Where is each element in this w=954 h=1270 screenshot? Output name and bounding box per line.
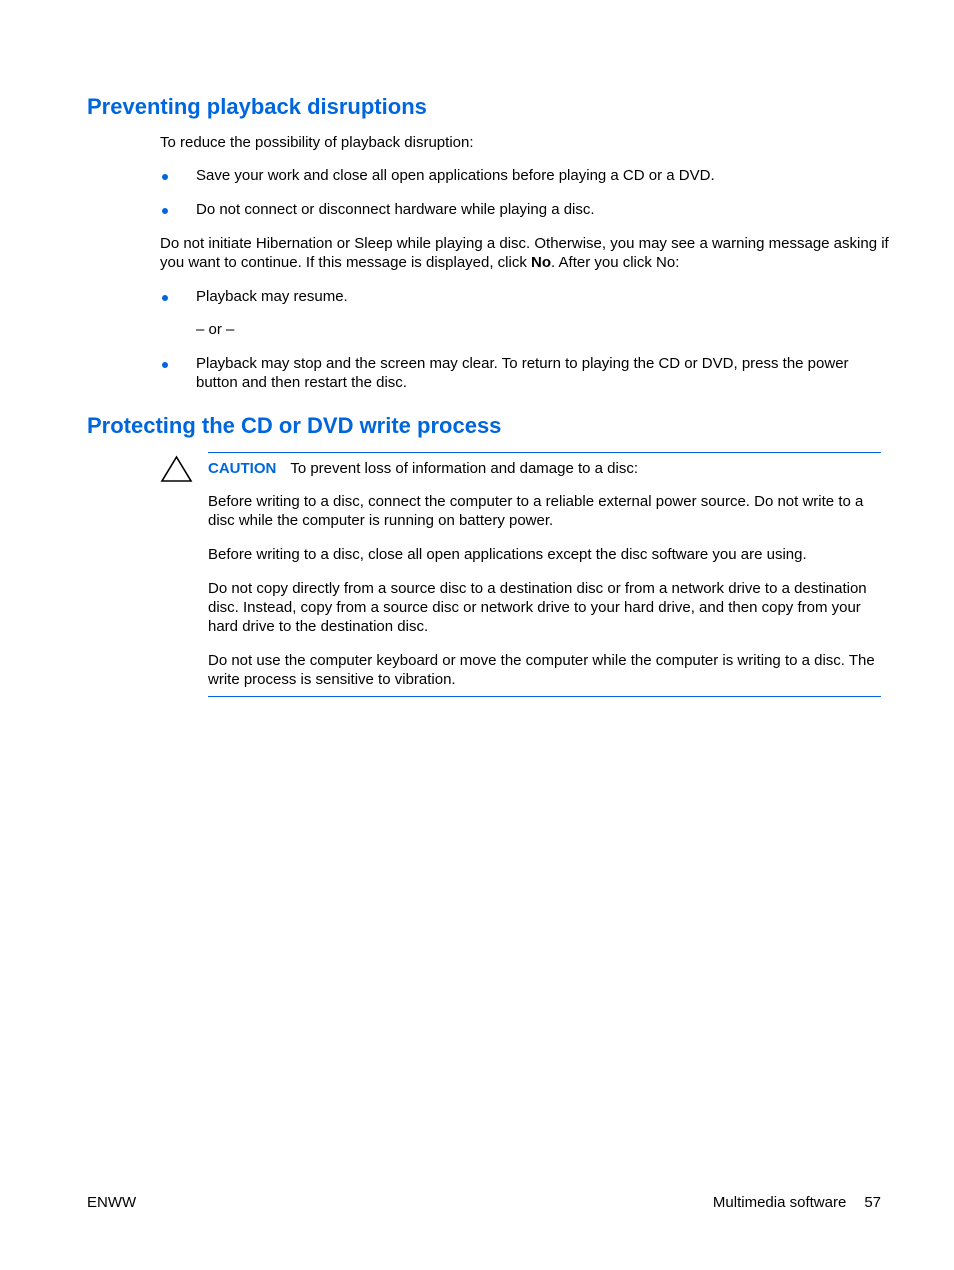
caution-paragraph: Do not copy directly from a source disc to a destination disc or from a network drive to a destination disc. Instead, copy from a source disc or network drive to your hard drive, and then copy from your hard drive to the destination disc. [208,580,867,635]
caution-paragraph: Do not use the computer keyboard or move the computer while the computer is writing to a disc. The write process is sensitive to vibration. [208,652,875,688]
caution-bottom-rule [208,696,881,697]
list-item-text: Save your work and close all open applications before playing a CD or a DVD. [196,167,715,184]
list-item-text: Playback may resume. [196,288,348,305]
page-number: 57 [864,1194,881,1211]
caution-header [208,459,888,478]
hibernation-paragraph [160,234,890,272]
bullet-dot-icon [162,362,168,368]
bullet-dot-icon [162,295,168,301]
caution-paragraph: Before writing to a disc, connect the computer to a reliable external power source. Do not write to a disc while the computer is running on battery power. [208,493,864,529]
section-heading-protecting-write-process: Protecting the CD or DVD write process [87,413,502,438]
caution-lead: To prevent loss of information and damage to a disc: [290,460,639,477]
hibernation-text-end: . After you click No: [551,254,680,271]
warning-triangle-icon [160,455,193,483]
intro-paragraph: To reduce the possibility of playback disruption: [160,134,474,151]
caution-paragraph: Before writing to a disc, close all open applications except the disc software you are using. [208,546,807,563]
footer-section-name: Multimedia software [712,1194,847,1211]
caution-label: CAUTION [208,460,277,477]
hibernation-text-start: Do not initiate Hibernation or Sleep while playing a disc. Otherwise, you may see a warning message asking if you want to continue. If this message is displayed, click [160,235,889,271]
list-item-text: Do not connect or disconnect hardware while playing a disc. [196,201,595,218]
section-heading-preventing-playback: Preventing playback disruptions [87,94,427,119]
no-emphasis: No [531,254,552,271]
bullet-dot-icon [162,208,168,214]
footer-page-info [713,1193,881,1212]
bullet-dot-icon [162,174,168,180]
list-item-text: Playback may stop and the screen may clear. To return to playing the CD or DVD, press the power button and then restart the disc. [196,355,849,391]
or-separator: – or – [196,321,235,338]
footer-locale: ENWW [87,1194,137,1211]
caution-top-rule [208,452,881,453]
